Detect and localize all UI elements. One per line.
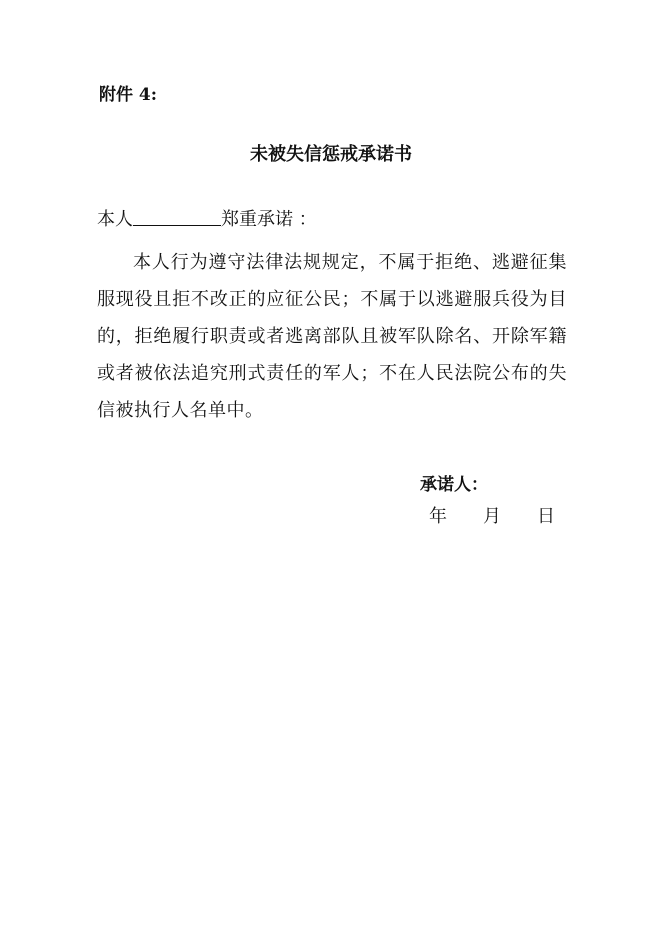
document-title: 未被失信惩戒承诺书 — [250, 144, 412, 165]
pledge-suffix: 郑重承诺 ： — [221, 209, 317, 230]
signer-label: 承诺人： — [420, 475, 488, 495]
name-blank-line — [133, 207, 221, 226]
pledge-body-paragraph: 本人行为遵守法律法规规定，不属于拒绝、逃避征集服现役且拒不改正的应征公民；不属于以逃避服兵役为目的，拒绝履行职责或者逃离部队且被军队除名、开除军籍或者被依法追究刑式责任的军人；不在人民法院公布的失信被执行人名单中。 — [97, 252, 567, 421]
pledge-prefix: 本人 — [97, 209, 133, 230]
date-day-label: 日 — [537, 506, 555, 527]
pledge-line — [97, 207, 317, 232]
date-line — [429, 505, 555, 529]
date-year-label: 年 — [429, 506, 447, 527]
date-month-label: 月 — [483, 506, 501, 527]
attachment-label: 附件 4: — [99, 85, 158, 105]
